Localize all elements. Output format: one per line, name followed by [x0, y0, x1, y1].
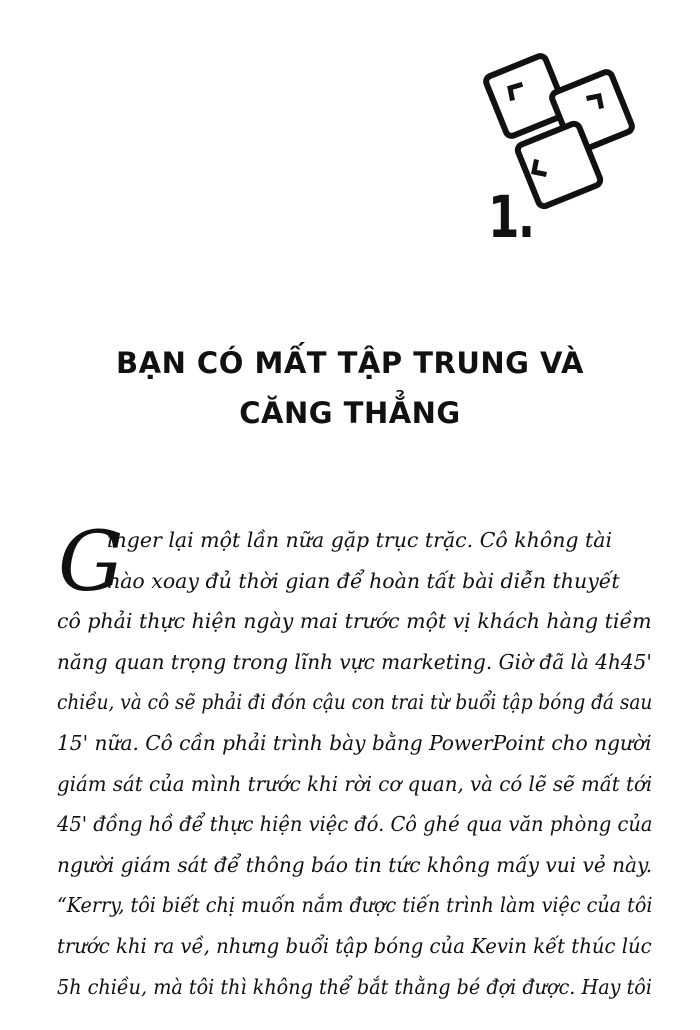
paragraph-line: cô phải thực hiện ngày mai trước một vị khách hàng tiềm [57, 609, 652, 634]
chapter-title-line-1: BẠN CÓ MẤT TẬP TRUNG VÀ [116, 346, 584, 380]
paragraph-line: chiều, và cô sẽ phải đi đón cậu con trai từ buổi tập bóng đá sau [57, 690, 653, 715]
paragraph-line: người giám sát để thông báo tin tức không mấy vui vẻ này. [57, 852, 653, 877]
drop-cap: G [58, 515, 124, 610]
paragraph-line: giám sát của mình trước khi rời cơ quan, và có lẽ sẽ mất tới [57, 771, 653, 796]
chapter-title-line-2: CĂNG THẲNG [239, 396, 461, 430]
paragraph-line: 45' đồng hồ để thực hiện việc đó. Cô ghé qua văn phòng của [57, 812, 653, 837]
paragraph-line: trước khi ra về, nhưng buổi tập bóng của Kevin kết thúc lúc [57, 933, 652, 958]
paragraph-line: nào xoay đủ thời gian để hoàn tất bài diễn thuyết [107, 568, 620, 593]
paragraph-line: năng quan trọng trong lĩnh vực marketing. Giờ đã là 4h45' [57, 649, 652, 674]
paragraph-line: “Kerry, tôi biết chị muốn nắm được tiến trình làm việc của tôi [57, 893, 653, 918]
body-paragraph [57, 515, 653, 1007]
paragraph-line: 5h chiều, mà tôi thì không thể bắt thằng bé đợi được. Hay tôi [57, 974, 652, 999]
chapter-title [0, 338, 700, 438]
chapter-number: 1. [488, 183, 534, 251]
paragraph-line: inger lại một lần nữa gặp trục trặc. Cô không tài [107, 528, 613, 552]
paragraph-line: 15' nữa. Cô cần phải trình bày bằng PowerPoint cho người [57, 730, 652, 755]
